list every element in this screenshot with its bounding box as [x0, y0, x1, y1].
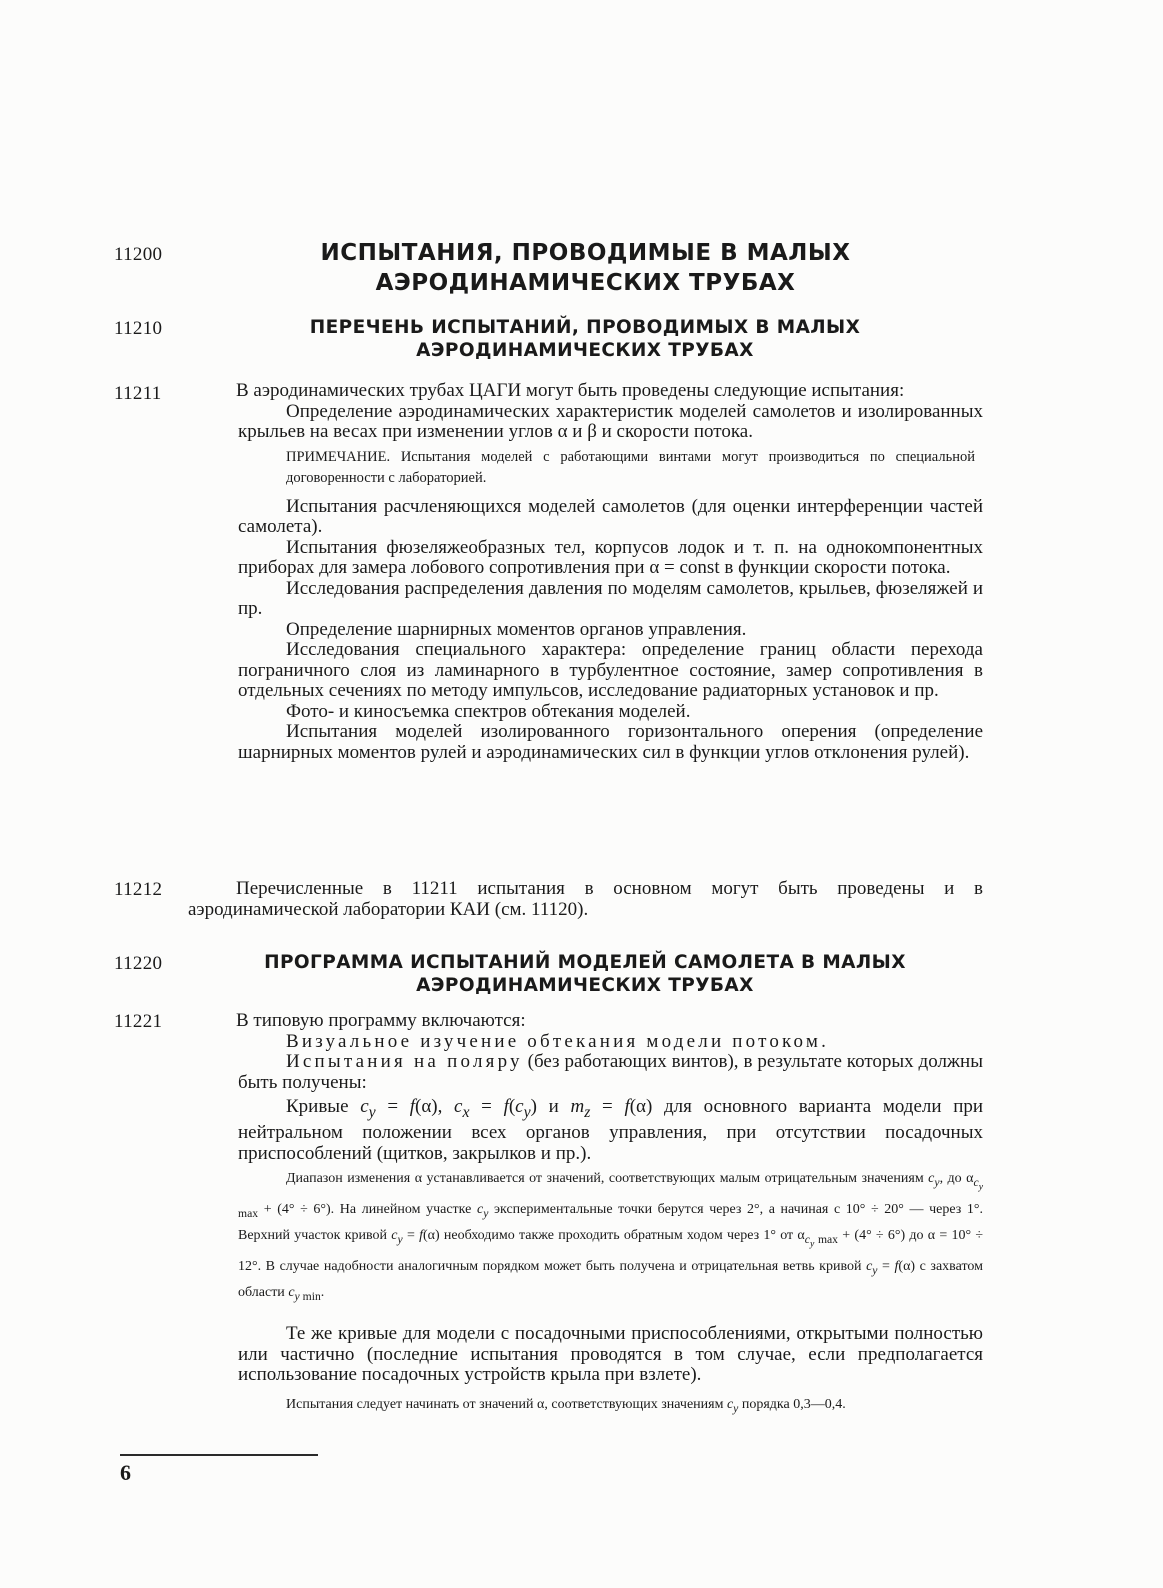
section-number-11220: 11220 — [114, 953, 163, 974]
range-note: Диапазон изменения α устанавливается от значений, соответствующих малым отрицательным значениям $c_y$, до $\alpha_{c_y max} + (4^\circ \div 6^\circ)$. На линейном участке $c_y$ экспериментальные точки берутся через 2°, а начиная с 10° ÷ 20° — через 1°. Верхний участок кривой $c_y = f(\alpha)$ необходимо также проходить обратным ходом через 1° от $\alpha_{c_y max} + (4^\circ \div 6^\circ)$ до α = 10° ÷ 12°. В случае надобности аналогичным порядком может быть получена и отрицательная ветвь кривой $c_y = f(\alpha)$ с захватом области $c_y$ $_{min}$. — [238, 1171, 984, 1303]
list-item: Исследования специального характера: определение границ области перехода пограничного слоя из ламинарного в турбулентное состояние, замер сопротивления в отдельных сечениях по методу импульсов, исследование радиаторных установок и пр. — [238, 639, 983, 701]
list-item: Испытания фюзеляжеобразных тел, корпусов лодок и т. п. на однокомпонентных приборах для замера лобового сопротивления при α = const в функции скорости потока. — [238, 536, 983, 578]
visual-study-item: Визуальное изучение обтекания модели потоком. — [286, 1030, 830, 1052]
polar-rest: (без работающих винтов), в результате которых должны быть получены: — [238, 1051, 983, 1093]
page-number: 6 — [120, 1460, 131, 1485]
section-body-11211 — [188, 381, 983, 763]
intro-paragraph: В типовую программу включаются: — [236, 1010, 526, 1031]
note-paragraph: ПРИМЕЧАНИЕ. Испытания моделей с работающими винтами могут производиться по специальной договоренности с лабораторией. — [286, 448, 975, 486]
polar-emphasis: Испытания на поляру — [286, 1051, 523, 1072]
section-number-11211: 11211 — [114, 383, 162, 404]
curves-item — [188, 1097, 983, 1164]
list-item: Фото- и киносъемка спектров обтекания моделей. — [286, 700, 691, 722]
section-number-11221: 11221 — [114, 1011, 163, 1032]
section-heading-11210: ПЕРЕЧЕНЬ ИСПЫТАНИЙ, ПРОВОДИМЫХ В МАЛЫХ АЭРОДИНАМИЧЕСКИХ ТРУБАХ — [309, 317, 861, 361]
section-body-11212 — [188, 879, 983, 920]
list-item: Исследования распределения давления по моделям самолетов, крыльев, фюзеляжей и пр. — [238, 577, 983, 619]
section-body-11221 — [188, 1011, 983, 1420]
curves-rest: для основного варианта модели при нейтральном положении всех органов управления, при отсутствии посадочных приспособлений (щитков, закрылков и пр.). — [238, 1096, 984, 1164]
footer-rule — [120, 1454, 318, 1456]
polar-test-item — [188, 1052, 983, 1093]
list-item: Испытания расчленяющихся моделей самолетов (для оценки интерференции частей самолета). — [238, 495, 983, 537]
section-heading-11220: ПРОГРАММА ИСПЫТАНИЙ МОДЕЛЕЙ САМОЛЕТА В МАЛЫХ АЭРОДИНАМИЧЕСКИХ ТРУБАХ — [264, 952, 906, 996]
list-item: Определение аэродинамических характеристик моделей самолетов и изолированных крыльев на весах при изменении углов α и β и скорости потока. — [238, 400, 983, 442]
section-number-11200: 11200 — [114, 244, 163, 265]
intro-paragraph: В аэродинамических трубах ЦАГИ могут быть проведены следующие испытания: — [236, 380, 905, 401]
chapter-title: ИСПЫТАНИЯ, ПРОВОДИМЫЕ В МАЛЫХ АЭРОДИНАМИЧЕСКИХ ТРУБАХ — [320, 240, 851, 296]
same-curves-item: Те же кривые для модели с посадочными приспособлениями, открытыми полностью или частично (последние испытания проводятся в том случае, если предполагается использование посадочных устройств крыла при взлете). — [238, 1323, 983, 1386]
curves-word: Кривые — [286, 1096, 349, 1117]
list-item: Определение шарнирных моментов органов управления. — [286, 618, 747, 640]
start-note: Испытания следует начинать от значений α, соответствующих значениям $c_y$ порядка 0,3—0,4. — [286, 1396, 846, 1415]
curves-formulas: $c_y = f(\alpha)$, $c_x = f(c_y)$ и $m_z = f(\alpha)$ — [360, 1096, 665, 1121]
section-number-11210: 11210 — [114, 318, 163, 339]
list-item: Испытания моделей изолированного горизонтального оперения (определение шарнирных моментов рулей и аэродинамических сил в функции углов отклонения рулей). — [238, 721, 983, 763]
section-number-11212: 11212 — [114, 879, 163, 900]
paragraph: Перечисленные в 11211 испытания в основном могут быть проведены и в аэродинамической лаборатории КАИ (см. 11120). — [188, 878, 983, 920]
